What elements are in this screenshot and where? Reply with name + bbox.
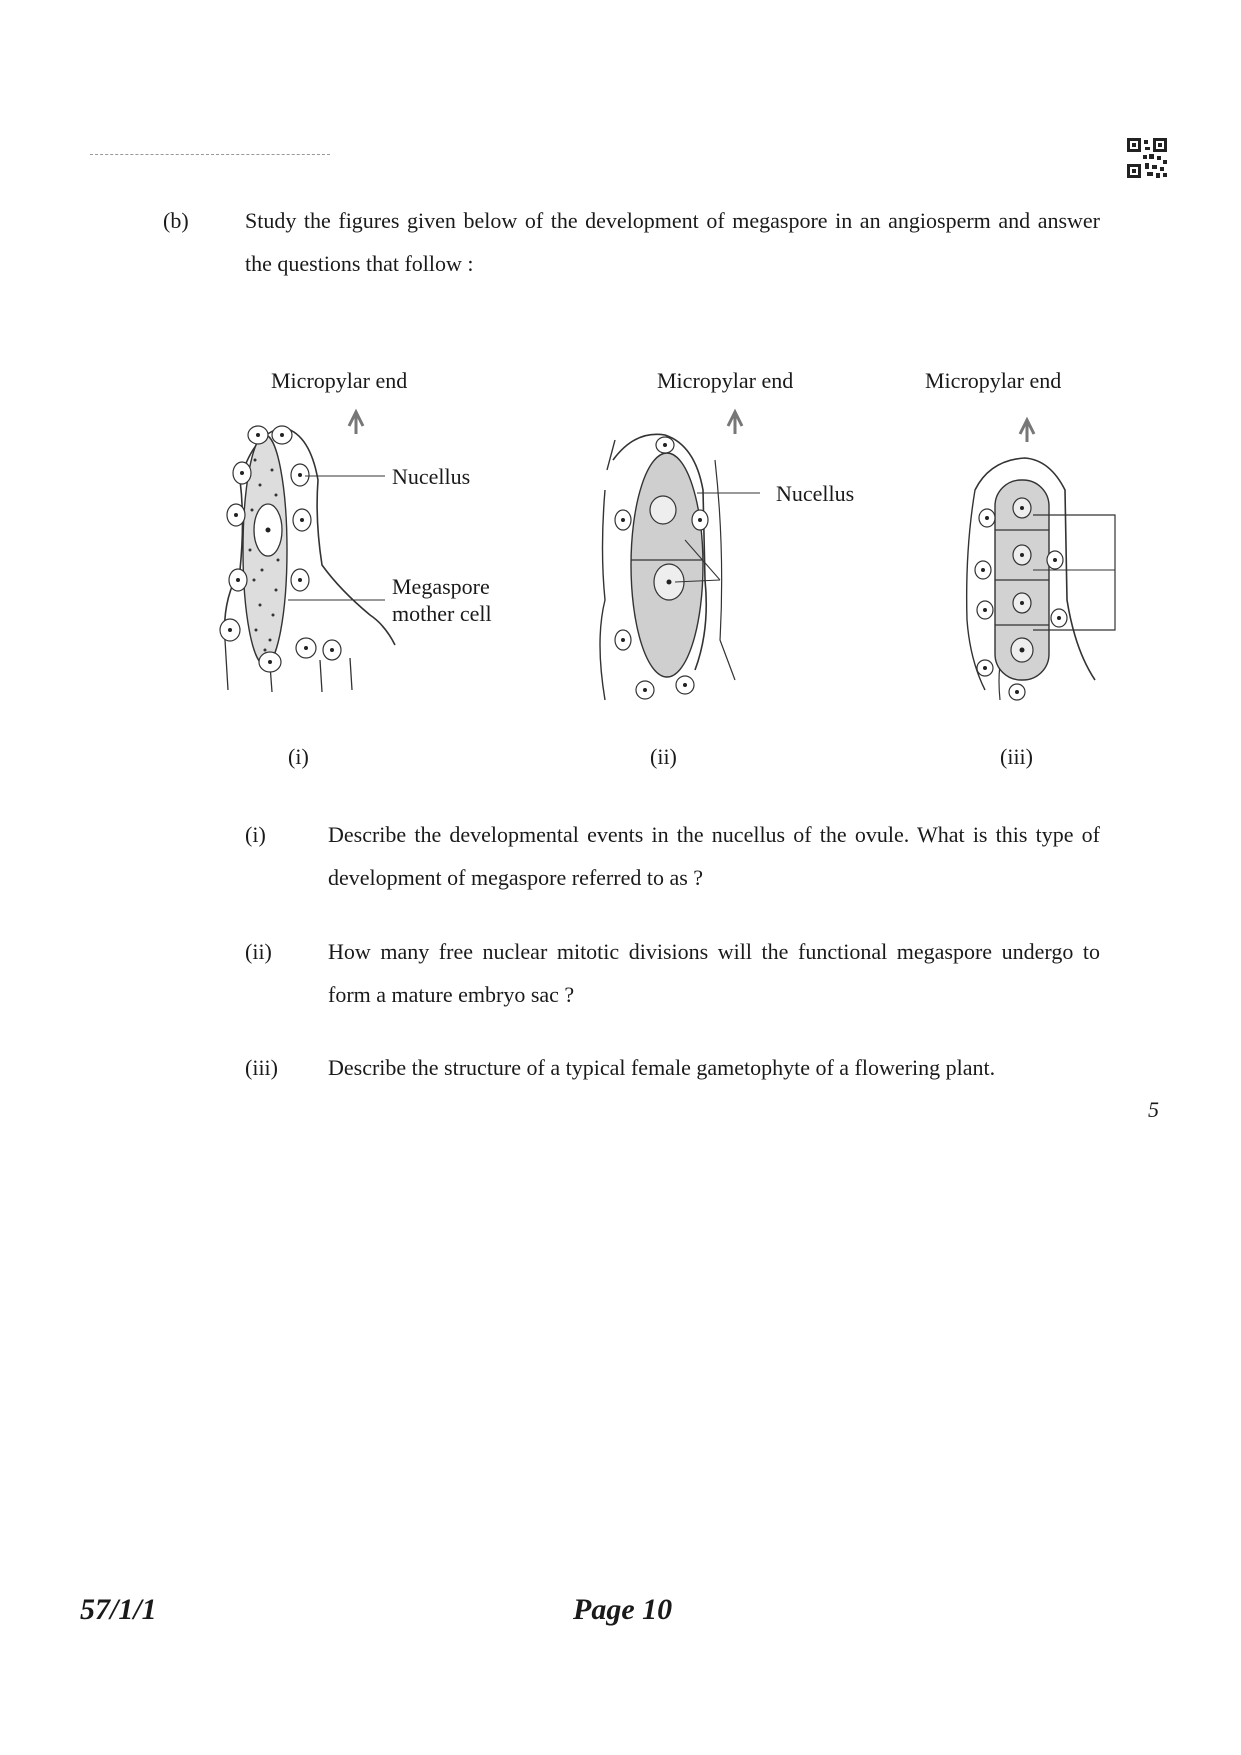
footer-page-number: Page 10 — [573, 1593, 673, 1626]
figure-i-megaspore-mother-cell — [210, 400, 410, 700]
fig1-label: (i) — [288, 744, 309, 769]
fig1-mmc-label-line2: mother cell — [392, 601, 492, 626]
part-label: (b) — [163, 208, 189, 233]
question-1-text: Describe the developmental events in the nucellus of the ovule. What is this type of development of megaspore referred to as ? — [328, 822, 1100, 890]
figure-iii-megaspore-tetrad — [955, 400, 1130, 720]
fig1-nucellus-label: Nucellus — [392, 464, 471, 489]
fig2-micropylar-label: Micropylar end — [657, 368, 794, 393]
fig2-label: (ii) — [650, 744, 677, 769]
question-1-number: (i) — [245, 822, 266, 847]
figure-ii-megaspore-dyad — [585, 400, 785, 720]
fig1-micropylar-label: Micropylar end — [271, 368, 408, 393]
qr-code-icon — [1127, 138, 1167, 178]
question-2-text: How many free nuclear mitotic divisions will the functional megaspore undergo to form a mature embryo sac ? — [328, 939, 1100, 1007]
fig1-mmc-label-line1: Megaspore — [392, 574, 490, 599]
fig3-label: (iii) — [1000, 744, 1033, 769]
question-3-number: (iii) — [245, 1055, 278, 1080]
fig2-nucellus-label: Nucellus — [776, 481, 855, 506]
question-2-number: (ii) — [245, 939, 272, 964]
header-rule — [90, 154, 330, 155]
fig3-micropylar-label: Micropylar end — [925, 368, 1062, 393]
question-3-text: Describe the structure of a typical female gametophyte of a flowering plant. — [328, 1055, 996, 1080]
marks: 5 — [1148, 1097, 1159, 1122]
intro-text: Study the figures given below of the development of megaspore in an angiosperm and answer the questions that follow : — [245, 208, 1100, 276]
footer-paper-code: 57/1/1 — [80, 1593, 157, 1626]
